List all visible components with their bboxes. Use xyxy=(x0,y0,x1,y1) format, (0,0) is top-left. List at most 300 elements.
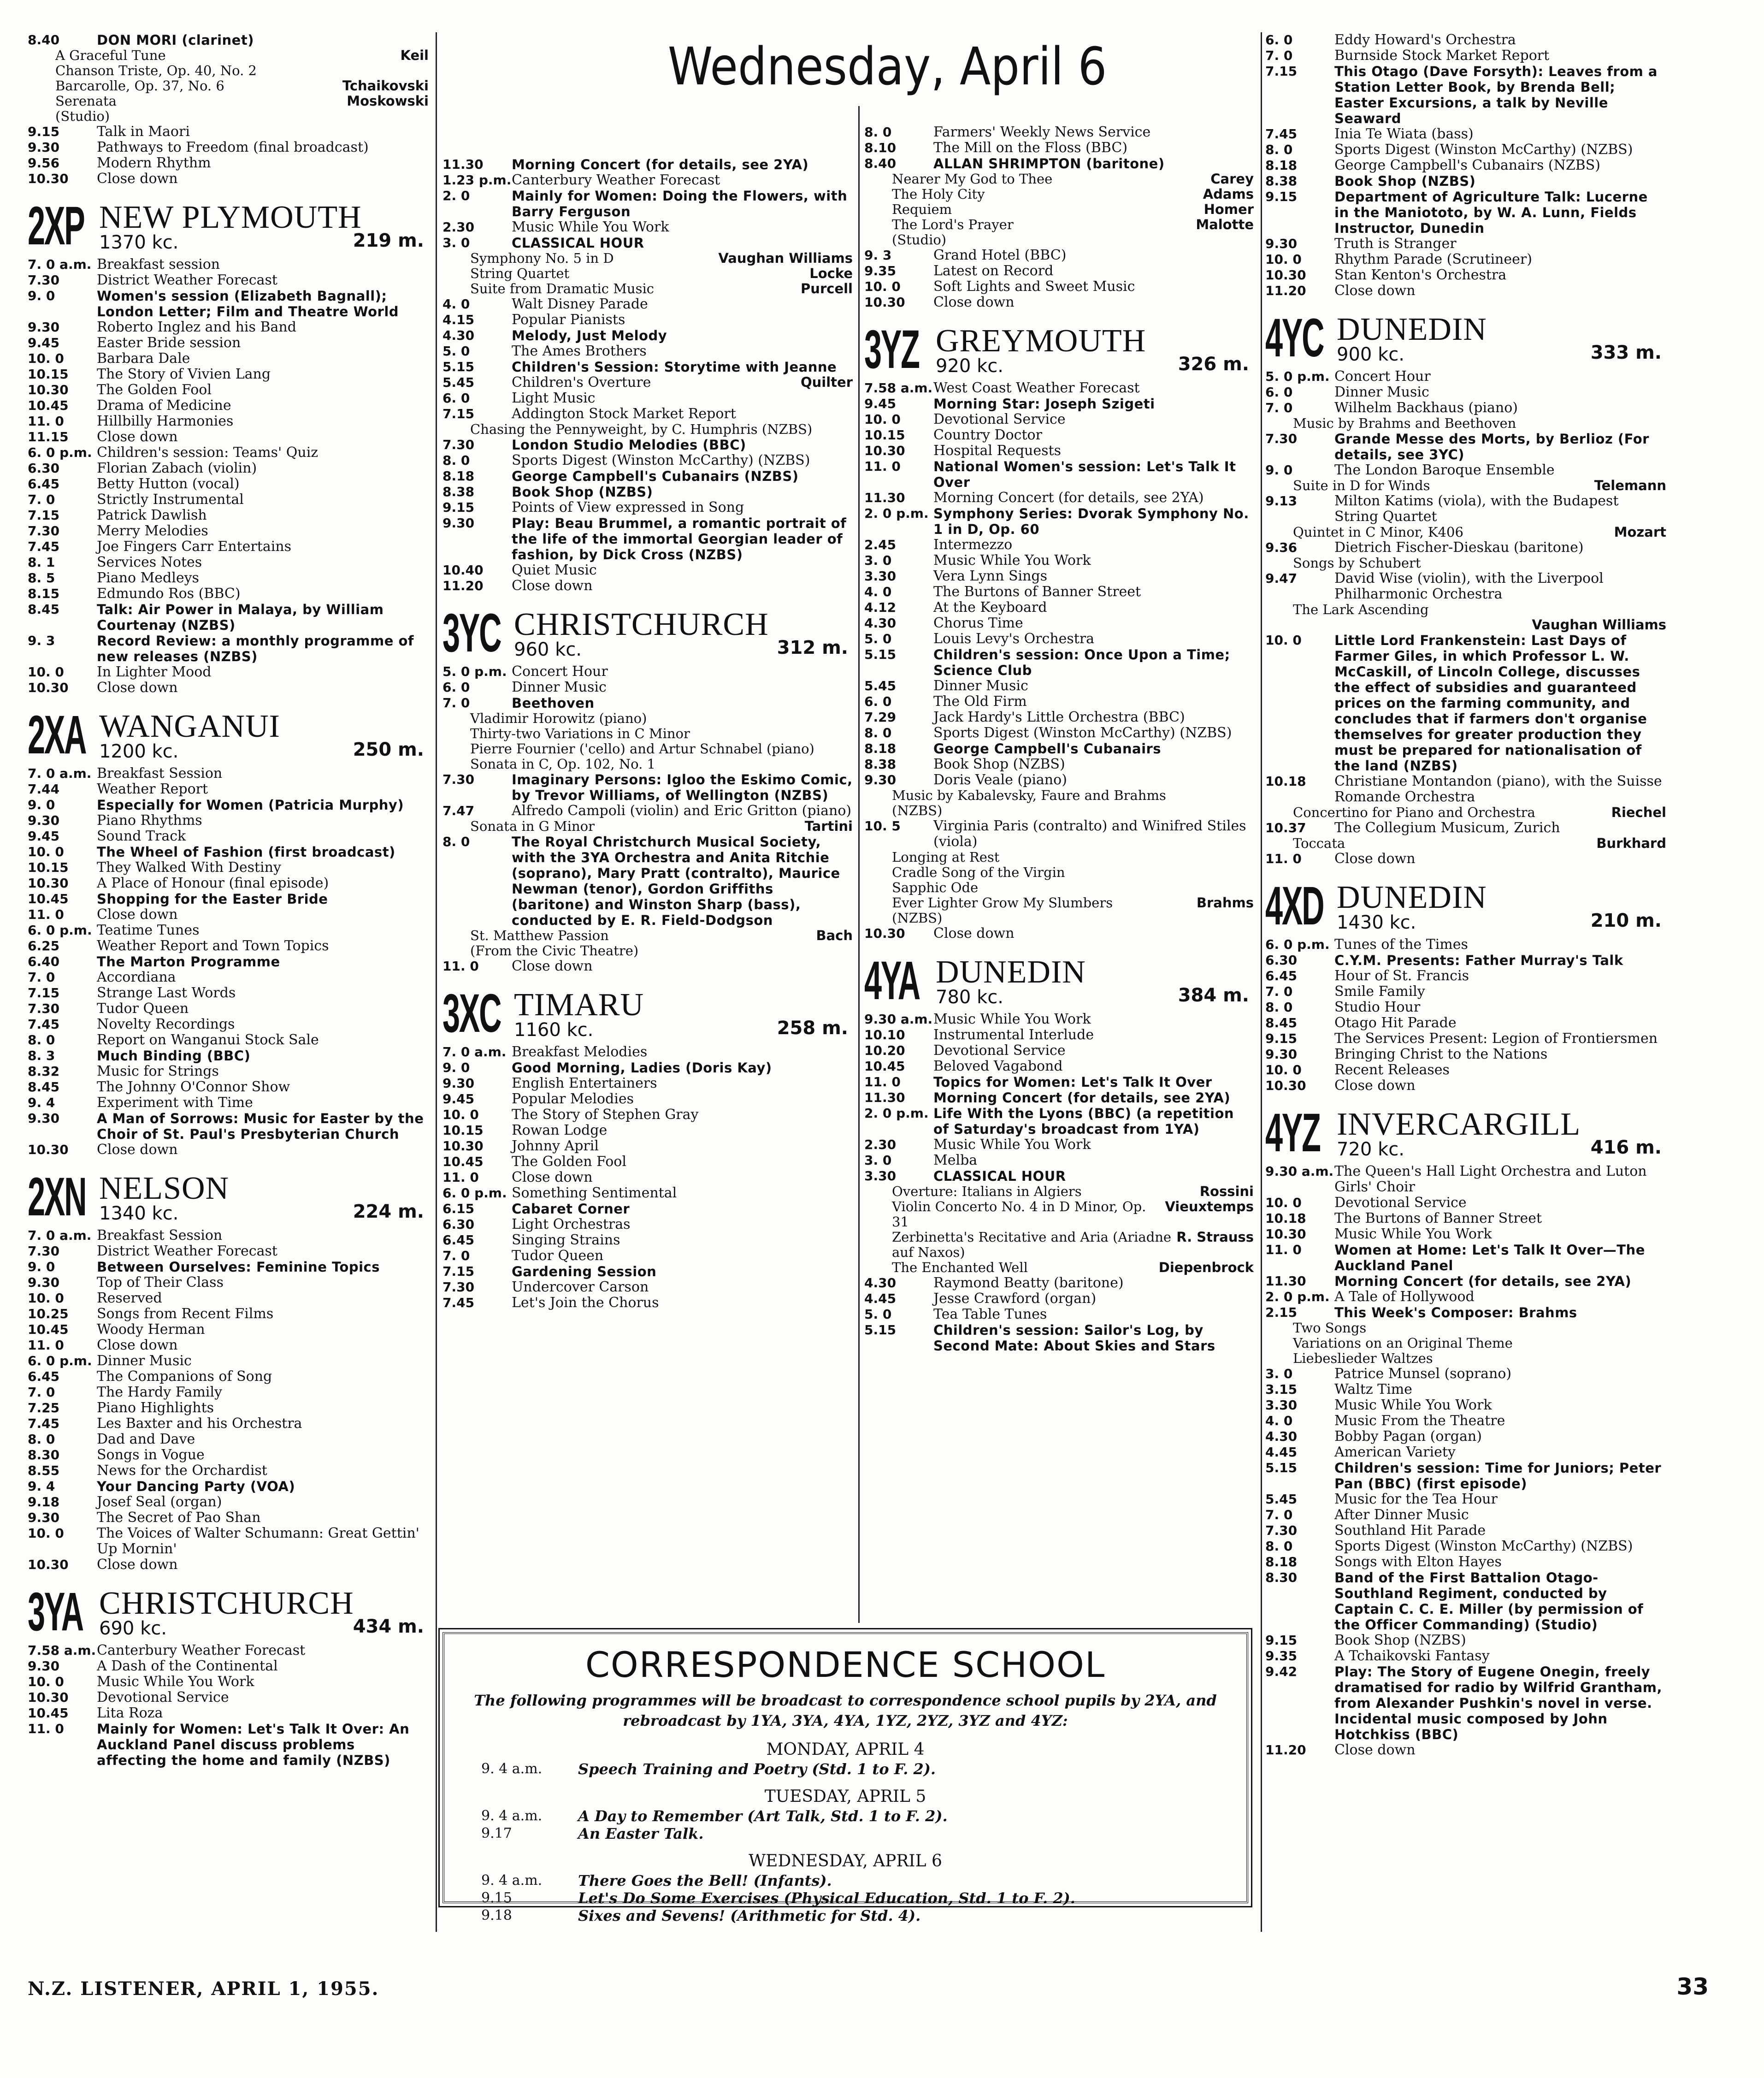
work-title: String Quartet xyxy=(470,266,570,281)
station-frequency: 720 kc. xyxy=(1337,1139,1404,1160)
programme-title: Dad and Dave xyxy=(97,1431,195,1447)
work-title: Sapphic Ode xyxy=(892,880,979,895)
programme-time: 3. 0 xyxy=(1265,1366,1293,1381)
programme-title: Close down xyxy=(933,925,1015,941)
station-block xyxy=(28,1581,429,1768)
programme-title: The Johnny O'Connor Show xyxy=(97,1079,290,1095)
work-title: Music by Brahms and Beethoven xyxy=(1293,415,1516,431)
programme-time: 3.30 xyxy=(864,1168,897,1184)
programme-time: 10. 0 xyxy=(28,664,64,680)
programme-item xyxy=(1265,1015,1666,1031)
programme-time: 9. 0 xyxy=(28,1259,55,1274)
work-line xyxy=(864,788,1254,803)
programme-time: 8. 0 xyxy=(1265,142,1293,157)
programme-item xyxy=(442,1217,853,1232)
programme-time: 6. 0 p.m. xyxy=(28,445,92,460)
programme-title: Morning Star: Joseph Szigeti xyxy=(933,396,1155,412)
programme-item xyxy=(442,1264,853,1279)
programme-item xyxy=(1265,1523,1666,1539)
programme-title: Department of Agriculture Talk: Lucerne in the Maniototo, by W. A. Lunn, Fields Instructor, Dunedin xyxy=(1334,189,1648,236)
programme-time: 7.25 xyxy=(28,1400,60,1415)
programme-item xyxy=(28,1095,429,1111)
programme-time: 11. 0 xyxy=(1265,1242,1302,1257)
programme-item xyxy=(442,1138,853,1154)
programme-time: 4. 0 xyxy=(864,584,892,599)
programme-item xyxy=(442,1248,853,1264)
programme-item xyxy=(28,272,429,288)
programme-title: ALLAN SHRIMPTON (baritone) xyxy=(933,156,1165,172)
work-line xyxy=(864,202,1254,217)
programme-time: 10.15 xyxy=(442,1123,484,1138)
programme-title: Children's session: Time for Juniors; Peter Pan (BBC) (first episode) xyxy=(1334,1460,1662,1492)
station-city: WANGANUI xyxy=(99,709,280,744)
programme-title: Melody, Just Melody xyxy=(512,328,667,343)
work-line xyxy=(442,422,853,437)
programme-title: Drama of Medicine xyxy=(97,397,231,414)
programme-time: 10. 0 xyxy=(864,412,901,427)
work-line xyxy=(442,943,853,959)
programme-list xyxy=(28,1228,429,1573)
programme-time: 7.15 xyxy=(442,406,475,421)
programme-item xyxy=(864,631,1254,647)
work-line xyxy=(864,865,1254,880)
programme-time: 7.44 xyxy=(28,781,60,797)
work-title xyxy=(1265,617,1532,633)
programme-time: 10. 0 xyxy=(28,844,64,859)
programme-title: C.Y.M. Presents: Father Murray's Talk xyxy=(1334,953,1623,968)
station-block xyxy=(28,705,429,1158)
programme-time: 6.45 xyxy=(28,476,60,491)
programme-time: 6. 0 p.m. xyxy=(28,923,92,938)
programme-item xyxy=(442,188,853,219)
programme-time: 4.30 xyxy=(442,328,475,343)
programme-time: 9. 0 xyxy=(442,1060,470,1075)
programme-time: 9.15 xyxy=(28,124,60,139)
programme-title: Canterbury Weather Forecast xyxy=(512,172,720,188)
programme-time: 10. 0 xyxy=(1265,633,1302,648)
programme-title: News for the Orchardist xyxy=(97,1462,267,1479)
programme-time: 6.30 xyxy=(1265,953,1298,968)
programme-title: Smile Family xyxy=(1334,983,1425,1000)
work-line xyxy=(864,803,1254,818)
station-header xyxy=(442,603,853,663)
programme-item xyxy=(1265,142,1666,158)
programme-item xyxy=(1265,385,1666,400)
programme-title: Music While You Work xyxy=(933,1137,1091,1153)
programme-time: 11. 0 xyxy=(1265,851,1302,866)
programme-time: 9.30 xyxy=(1265,236,1298,251)
programme-time: 7. 0 xyxy=(442,695,470,710)
work-title: Violin Concerto No. 4 in D Minor, Op. 31 xyxy=(892,1199,1146,1230)
programme-list xyxy=(1265,32,1666,299)
programme-time: 7. 0 a.m. xyxy=(28,766,92,781)
programme-title: Alfredo Campoli (violin) and Eric Gritton (piano) xyxy=(512,803,852,819)
programme-time: 6. 0 xyxy=(1265,32,1293,47)
composer: Diepenbrock xyxy=(1158,1260,1254,1275)
station-frequency: 1430 kc. xyxy=(1337,912,1416,933)
programme-item xyxy=(442,375,853,391)
programme-title: Close down xyxy=(512,578,593,594)
programme-time: 10.30 xyxy=(442,1138,484,1154)
programme-item xyxy=(28,1259,429,1275)
programme-title: Roberto Inglez and his Band xyxy=(97,319,296,335)
programme-item xyxy=(864,537,1254,553)
programme-time: 7.58 a.m. xyxy=(28,1643,96,1658)
work-title: (NZBS) xyxy=(892,803,943,818)
work-title: Cradle Song of the Virgin xyxy=(892,864,1065,880)
programme-time: 6.45 xyxy=(442,1232,475,1248)
programme-title: Hospital Requests xyxy=(933,443,1061,459)
programme-title: Bringing Christ to the Nations xyxy=(1334,1046,1548,1062)
programme-title: Children's Overture xyxy=(512,374,651,391)
work-line xyxy=(442,741,853,757)
programme-title: Grand Hotel (BBC) xyxy=(933,247,1067,263)
programme-item xyxy=(442,328,853,343)
work-title: Serenata xyxy=(55,93,117,109)
programme-title: Women's session (Elizabeth Bagnall); London Letter; Film and Theatre World xyxy=(97,288,399,320)
programme-time: 7. 0 xyxy=(1265,400,1293,415)
programme-time: 7.45 xyxy=(28,1416,60,1431)
programme-title: Bobby Pagan (organ) xyxy=(1334,1428,1482,1445)
programme-title: Music for the Tea Hour xyxy=(1334,1491,1498,1507)
programme-item xyxy=(1265,1664,1666,1742)
programme-title: Lita Roza xyxy=(97,1705,163,1721)
programme-title: CLASSICAL HOUR xyxy=(933,1168,1066,1184)
programme-title: Devotional Service xyxy=(933,1042,1066,1059)
programme-item xyxy=(1265,32,1666,48)
programme-item xyxy=(1265,252,1666,267)
programme-item xyxy=(28,429,429,445)
programme-time: 9.35 xyxy=(1265,1648,1298,1664)
programme-item xyxy=(1265,633,1666,774)
programme-time: 9. 0 xyxy=(1265,462,1293,478)
work-line xyxy=(28,94,429,109)
page-title: Wednesday, April 6 xyxy=(667,37,1107,97)
programme-item xyxy=(1265,1554,1666,1570)
programme-time: 8.45 xyxy=(1265,1015,1298,1030)
programme-title: Concert Hour xyxy=(1334,368,1431,385)
work-title: Chasing the Pennyweight, by C. Humphris (NZBS) xyxy=(470,421,813,437)
programme-title: Book Shop (NZBS) xyxy=(1334,1632,1466,1648)
programme-title: The Voices of Walter Schumann: Great Gettin' Up Mornin' xyxy=(97,1525,419,1557)
programme-item xyxy=(442,1201,853,1217)
composer: Keil xyxy=(400,47,429,63)
station-city: TIMARU xyxy=(514,987,644,1023)
programme-item xyxy=(442,1123,853,1138)
station-header xyxy=(28,1581,429,1642)
work-title: Suite from Dramatic Music xyxy=(470,281,654,296)
programme-title: Dinner Music xyxy=(1334,384,1429,400)
programme-item xyxy=(1265,173,1666,189)
station-city: CHRISTCHURCH xyxy=(514,607,769,642)
work-title: Songs by Schubert xyxy=(1293,555,1421,571)
programme-item xyxy=(864,248,1254,263)
programme-item xyxy=(442,1060,853,1076)
programme-time: 9.30 a.m. xyxy=(864,1012,933,1027)
programme-time: 2. 0 p.m. xyxy=(1265,1289,1330,1304)
programme-item xyxy=(1265,1211,1666,1226)
programme-title: Close down xyxy=(97,171,178,187)
programme-title: Intermezzo xyxy=(933,537,1013,553)
correspondence-time: 9.15 xyxy=(481,1890,512,1906)
composer: Locke xyxy=(809,266,853,281)
work-line xyxy=(1265,836,1666,851)
programme-item xyxy=(442,959,853,974)
programme-title: Raymond Beatty (baritone) xyxy=(933,1275,1124,1291)
programme-time: 10.30 xyxy=(864,443,905,458)
programme-time: 11. 0 xyxy=(864,1074,901,1089)
programme-time: 8. 0 xyxy=(864,124,892,140)
programme-item xyxy=(28,288,429,320)
programme-title: Your Dancing Party (VOA) xyxy=(97,1479,295,1494)
programme-title: The Old Firm xyxy=(933,693,1027,710)
programme-time: 10.30 xyxy=(1265,1078,1306,1093)
programme-title: Songs in Vogue xyxy=(97,1447,205,1463)
programme-time: 9.30 xyxy=(864,772,897,787)
programme-time: 11. 0 xyxy=(28,414,64,429)
programme-time: 10.18 xyxy=(1265,1211,1306,1226)
programme-time: 11.20 xyxy=(1265,1742,1306,1758)
programme-title: Let's Join the Chorus xyxy=(512,1295,659,1311)
programme-time: 8. 3 xyxy=(28,1048,55,1063)
programme-time: 4.30 xyxy=(864,616,897,631)
programme-title: The Ames Brothers xyxy=(512,343,647,359)
programme-item xyxy=(28,570,429,586)
programme-title: Inia Te Wiata (bass) xyxy=(1334,126,1474,142)
programme-item xyxy=(864,1307,1254,1322)
programme-time: 9.42 xyxy=(1265,1664,1298,1679)
work-line xyxy=(1265,1320,1666,1336)
correspondence-time: 9. 4 a.m. xyxy=(481,1761,543,1777)
programme-time: 9.30 xyxy=(28,1111,60,1126)
programme-item xyxy=(1265,431,1666,462)
work-line xyxy=(1265,1336,1666,1351)
programme-item xyxy=(28,1643,429,1658)
station-block xyxy=(442,983,853,1311)
programme-item xyxy=(28,1432,429,1447)
work-title: Overture: Italians in Algiers xyxy=(892,1184,1082,1199)
station-block xyxy=(1265,308,1666,867)
programme-item xyxy=(28,923,429,938)
programme-title: Jesse Crawford (organ) xyxy=(933,1291,1097,1307)
column-rule xyxy=(858,106,860,1623)
programme-title: Close down xyxy=(512,958,593,974)
programme-time: 11.30 xyxy=(442,157,484,172)
footer-publication: N.Z. LISTENER, APRIL 1, 1955. xyxy=(28,1978,379,2000)
programme-item xyxy=(1265,1195,1666,1211)
programme-title: The London Baroque Ensemble xyxy=(1334,462,1555,478)
programme-time: 8. 5 xyxy=(28,570,55,586)
programme-time: 10.15 xyxy=(28,860,69,875)
programme-item xyxy=(1265,1492,1666,1507)
programme-time: 4.45 xyxy=(864,1291,897,1306)
station-header xyxy=(1265,1102,1666,1163)
programme-title: Imaginary Persons: Igloo the Eskimo Comic, by Trevor Williams, of Wellington (NZBS) xyxy=(512,772,853,803)
programme-item xyxy=(28,1658,429,1674)
programme-title: Burnside Stock Market Report xyxy=(1334,47,1550,64)
programme-title: Shopping for the Easter Bride xyxy=(97,891,328,907)
programme-item xyxy=(28,1526,429,1557)
programme-title: Little Lord Frankenstein: Last Days of Farmer Giles, in which Professor L. W. McCaskill, of Lincoln College, discusses the effect of subsidies and guaranteed prices on the farming community, and concludes that if farmers don't organise themselves for greater production they must be prepared for nationalisation of the land (NZBS) xyxy=(1334,633,1647,774)
programme-time: 5.15 xyxy=(442,359,475,374)
programme-item xyxy=(1265,1397,1666,1413)
programme-time: 7.30 xyxy=(442,437,475,452)
programme-title: Vera Lynn Sings xyxy=(933,568,1048,584)
station-wavelength: 333 m. xyxy=(1590,342,1662,363)
station-header xyxy=(28,195,429,256)
programme-time: 10.37 xyxy=(1265,820,1306,835)
programme-time: 9.15 xyxy=(1265,1031,1298,1046)
programme-list xyxy=(1265,1164,1666,1758)
programme-title: Strictly Instrumental xyxy=(97,491,244,508)
correspondence-lesson: Speech Training and Poetry (Std. 1 to F. 2). xyxy=(578,1760,936,1778)
programme-time: 3.30 xyxy=(1265,1397,1298,1413)
programme-title: Addington Stock Market Report xyxy=(512,406,736,422)
programme-time: 6. 0 p.m. xyxy=(1265,937,1330,952)
programme-title: Breakfast session xyxy=(97,256,220,272)
programme-item xyxy=(1265,283,1666,299)
programme-time: 8. 0 xyxy=(28,1032,55,1048)
programme-item xyxy=(28,664,429,680)
programme-item xyxy=(28,876,429,891)
programme-item xyxy=(28,140,429,155)
programme-time: 5.45 xyxy=(864,678,897,693)
programme-time: 11. 0 xyxy=(28,907,64,922)
programme-time: 7.30 xyxy=(1265,1523,1298,1538)
programme-time: 11.30 xyxy=(864,1090,905,1105)
programme-time: 11. 0 xyxy=(442,959,479,974)
programme-item xyxy=(28,539,429,555)
programme-item xyxy=(442,1170,853,1185)
station-frequency: 1370 kc. xyxy=(99,232,179,253)
programme-time: 9.45 xyxy=(28,829,60,844)
programme-time: 7.45 xyxy=(28,1017,60,1032)
programme-title: Rowan Lodge xyxy=(512,1122,608,1138)
work-line xyxy=(442,757,853,772)
programme-item xyxy=(864,1074,1254,1090)
programme-time: 7.30 xyxy=(28,272,60,288)
programme-time: 10.45 xyxy=(28,891,69,906)
station-wavelength: 434 m. xyxy=(353,1616,424,1637)
programme-title: Josef Seal (organ) xyxy=(97,1494,222,1510)
programme-item xyxy=(442,468,853,484)
programme-time: 10.30 xyxy=(28,382,69,397)
station-callsign: 3YC xyxy=(442,603,501,663)
programme-time: 8. 0 xyxy=(442,834,470,849)
station-frequency: 1340 kc. xyxy=(99,1203,179,1224)
programme-title: Instrumental Interlude xyxy=(933,1027,1094,1043)
programme-time: 8.18 xyxy=(1265,158,1298,173)
programme-item xyxy=(28,1142,429,1158)
programme-time: 9.56 xyxy=(28,155,60,171)
work-line xyxy=(442,251,853,266)
programme-item xyxy=(1265,774,1666,805)
programme-time: 9.30 xyxy=(28,1510,60,1525)
correspondence-time: 9. 4 a.m. xyxy=(481,1872,543,1889)
programme-item xyxy=(864,295,1254,310)
programme-time: 8.45 xyxy=(28,1079,60,1095)
work-line xyxy=(1265,525,1666,540)
programme-item xyxy=(28,1275,429,1291)
programme-time: 10.45 xyxy=(864,1059,905,1074)
programme-time: 2.30 xyxy=(864,1137,897,1152)
programme-time: 2.45 xyxy=(864,537,897,552)
programme-title: Dietrich Fischer-Dieskau (baritone) xyxy=(1334,539,1584,556)
work-title: Nearer My God to Thee xyxy=(892,171,1053,187)
programme-item xyxy=(442,1044,853,1060)
composer: Moskowski xyxy=(347,93,429,109)
programme-list xyxy=(1265,369,1666,867)
work-title: Chanson Triste, Op. 40, No. 2 xyxy=(55,63,257,78)
programme-item xyxy=(28,398,429,414)
programme-item xyxy=(1265,1742,1666,1758)
programme-time: 6.45 xyxy=(28,1369,60,1384)
programme-time: 6. 0 p.m. xyxy=(442,1185,507,1201)
programme-list xyxy=(1265,937,1666,1094)
programme-item xyxy=(1265,571,1666,602)
programme-item xyxy=(864,1137,1254,1153)
programme-title: Louis Levy's Orchestra xyxy=(933,631,1095,647)
station-city: DUNEDIN xyxy=(936,954,1086,990)
programme-item xyxy=(864,412,1254,427)
programme-time: 10. 0 xyxy=(1265,1062,1302,1077)
programme-item xyxy=(1265,1078,1666,1094)
programme-item xyxy=(1265,1382,1666,1397)
programme-item xyxy=(864,427,1254,443)
programme-item xyxy=(864,396,1254,412)
programme-title: A Tchaikovski Fantasy xyxy=(1334,1648,1490,1664)
programme-item xyxy=(28,445,429,461)
work-line xyxy=(28,48,429,63)
station-wavelength: 210 m. xyxy=(1590,910,1662,931)
work-line xyxy=(28,109,429,124)
programme-item xyxy=(28,414,429,429)
programme-item xyxy=(864,678,1254,694)
programme-title: Popular Pianists xyxy=(512,312,625,328)
programme-time: 4.30 xyxy=(864,1275,897,1291)
programme-title: Good Morning, Ladies (Doris Kay) xyxy=(512,1060,772,1076)
programme-item xyxy=(28,985,429,1001)
programme-item xyxy=(1265,1366,1666,1382)
programme-title: The Collegium Musicum, Zurich xyxy=(1334,820,1560,836)
programme-item xyxy=(28,766,429,781)
programme-title: DON MORI (clarinet) xyxy=(97,32,254,48)
programme-title: The Story of Stephen Gray xyxy=(512,1107,699,1123)
correspondence-time: 9. 4 a.m. xyxy=(481,1808,543,1824)
programme-title: Between Ourselves: Feminine Topics xyxy=(97,1259,380,1275)
programme-time: 8.32 xyxy=(28,1064,60,1079)
programme-item xyxy=(28,1510,429,1526)
programme-time: 7.30 xyxy=(1265,431,1298,446)
programme-title: Concert Hour xyxy=(512,663,608,680)
programme-time: 10.30 xyxy=(1265,1226,1306,1242)
programme-item xyxy=(28,1721,429,1768)
programme-title: Close down xyxy=(97,680,178,696)
programme-item xyxy=(864,757,1254,772)
programme-title: David Wise (violin), with the Liverpool Philharmonic Orchestra xyxy=(1334,570,1604,602)
programme-item xyxy=(28,1690,429,1705)
programme-title: Country Doctor xyxy=(933,427,1042,443)
programme-time: 8.10 xyxy=(864,140,897,155)
programme-title: This Otago (Dave Forsyth): Leaves from a Station Letter Book, by Brenda Bell; Easter Excursions, a talk by Neville Seaward xyxy=(1334,64,1658,126)
programme-time: 6.40 xyxy=(28,954,60,969)
programme-time: 6. 0 xyxy=(864,694,892,709)
programme-time: 7. 0 xyxy=(1265,1507,1293,1522)
programme-time: 4.12 xyxy=(864,600,897,615)
work-line xyxy=(1265,805,1666,820)
programme-item xyxy=(442,803,853,819)
programme-time: 10.15 xyxy=(28,367,69,382)
